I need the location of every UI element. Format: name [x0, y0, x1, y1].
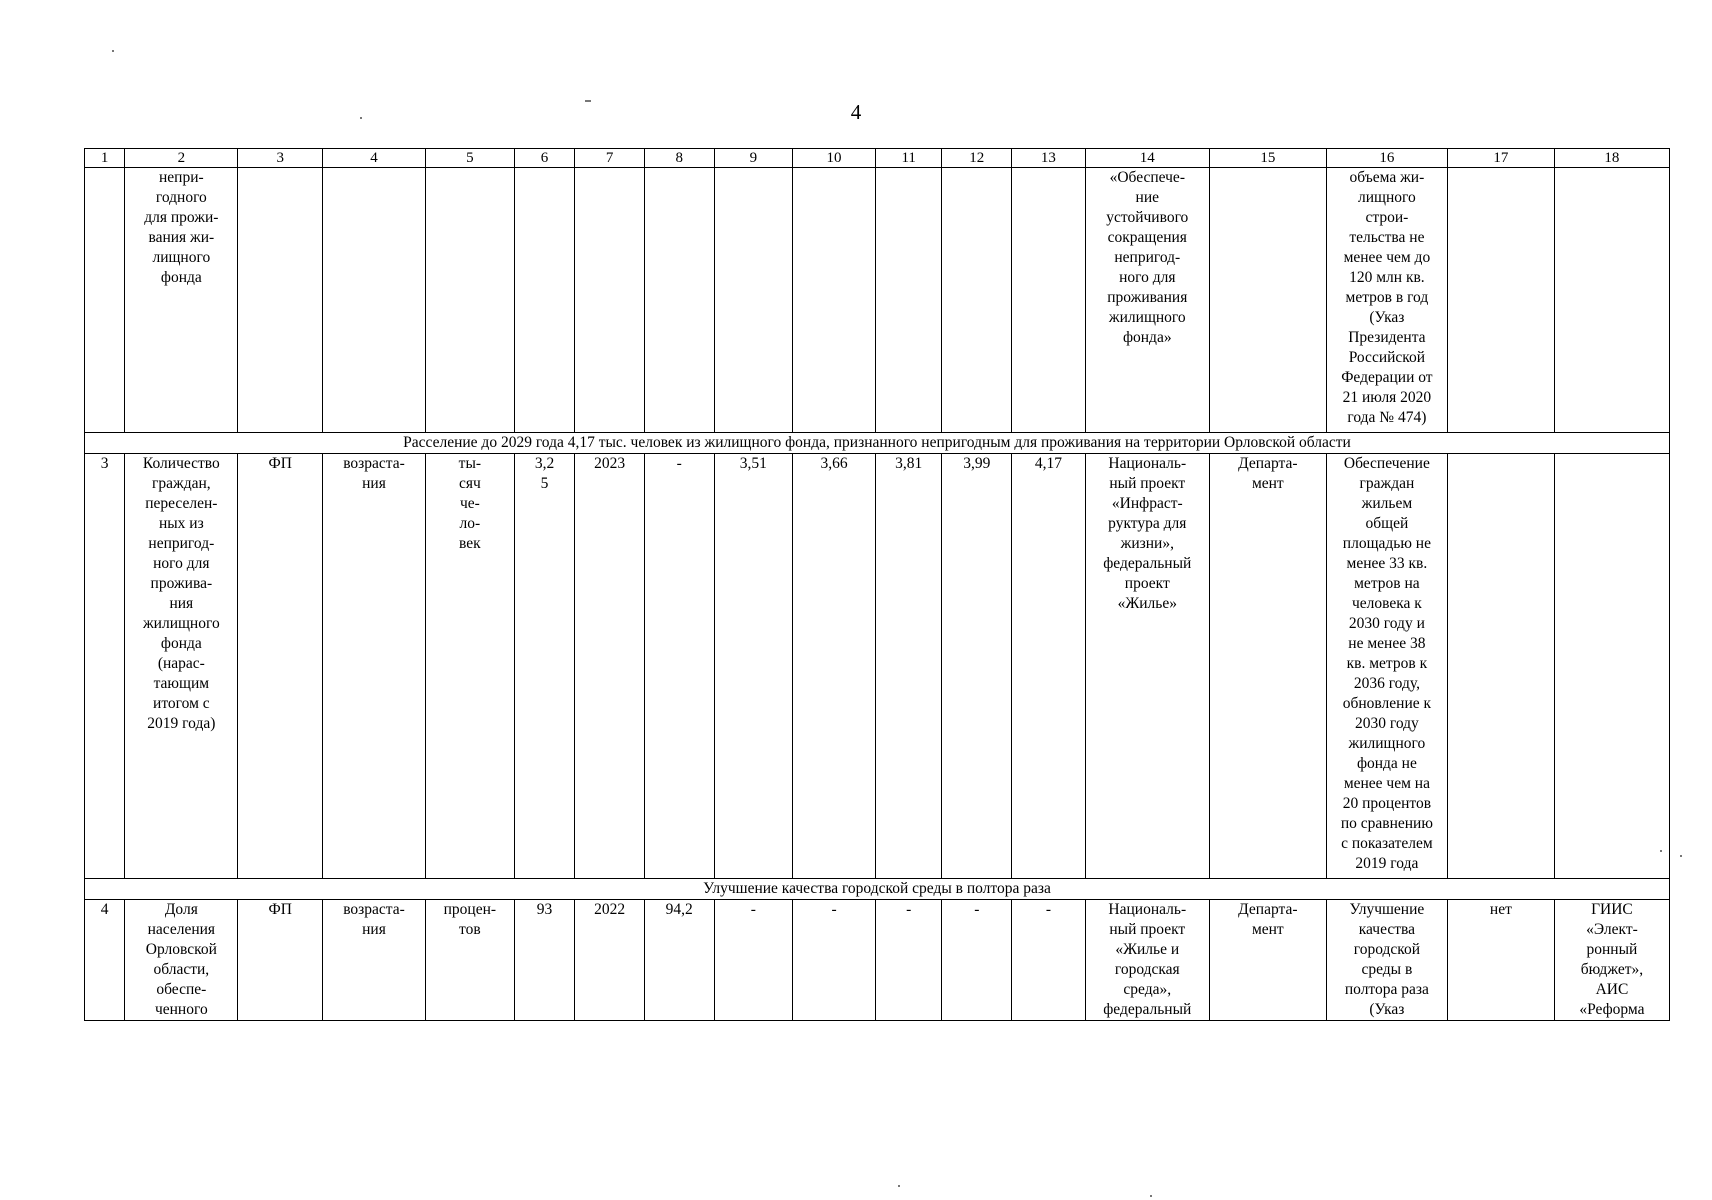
indicator-name-cell: Доля населения Орловской области, обеспе- ченного [125, 900, 238, 1021]
document-cell: Националь- ный проект «Жилье и городская среда», федеральный [1085, 900, 1209, 1021]
page-number: 4 [850, 100, 862, 124]
info-system-cell [1554, 168, 1669, 433]
table-row [85, 900, 1670, 1021]
level-cell: ФП [238, 900, 323, 1021]
section-row [85, 879, 1670, 900]
scan-speck [360, 117, 362, 119]
column-number: 15 [1209, 149, 1326, 168]
document-cell: Националь- ный проект «Инфраст- руктура для жизни», федеральный проект «Жилье» [1085, 454, 1209, 879]
column-number: 8 [644, 149, 714, 168]
column-number: 1 [85, 149, 125, 168]
trend-cell: возраста- ния [323, 454, 426, 879]
scan-speck [1150, 1195, 1152, 1197]
base-year-cell: 2023 [575, 454, 645, 879]
responsible-cell [1209, 168, 1326, 433]
scan-speck [112, 50, 114, 52]
base-value-cell: 3,2 5 [514, 454, 575, 879]
year-value-cell [1012, 168, 1086, 433]
year-value-cell [875, 168, 942, 433]
scan-speck [1680, 855, 1682, 857]
indicator-name-cell: непри- годного для прожи- вания жи- лищного фонда [125, 168, 238, 433]
flag-cell: нет [1447, 900, 1554, 1021]
unit-cell: ты- сяч че- ло- век [425, 454, 514, 879]
column-number: 5 [425, 149, 514, 168]
column-number: 12 [942, 149, 1012, 168]
column-number-row [85, 149, 1670, 168]
row-number-cell [85, 168, 125, 433]
flag-cell [1447, 454, 1554, 879]
year-value-cell: 3,81 [875, 454, 942, 879]
column-number: 2 [125, 149, 238, 168]
flag-cell [1447, 168, 1554, 433]
year-value-cell: 3,99 [942, 454, 1012, 879]
unit-cell: процен- тов [425, 900, 514, 1021]
table-row [85, 168, 1670, 433]
column-number: 13 [1012, 149, 1086, 168]
year-value-cell: 3,51 [714, 454, 793, 879]
responsible-cell: Департа- мент [1209, 454, 1326, 879]
column-number: 9 [714, 149, 793, 168]
year-value-cell: 4,17 [1012, 454, 1086, 879]
base-value-cell: 93 [514, 900, 575, 1021]
base-value-cell [514, 168, 575, 433]
trend-cell: возраста- ния [323, 900, 426, 1021]
year-value-cell [793, 168, 876, 433]
goal-link-cell: Улучшение качества городской среды в полтора раза (Указ [1326, 900, 1447, 1021]
scan-speck [1660, 850, 1662, 852]
info-system-cell [1554, 454, 1669, 879]
column-number: 10 [793, 149, 876, 168]
base-year-cell [575, 168, 645, 433]
table-row [85, 454, 1670, 879]
section-row [85, 433, 1670, 454]
year-value-cell: 3,66 [793, 454, 876, 879]
year-value-cell: - [793, 900, 876, 1021]
scan-speck [898, 1185, 900, 1187]
trend-cell [323, 168, 426, 433]
section-title: Улучшение качества городской среды в полтора раза [85, 879, 1670, 900]
indicator-name-cell: Количество граждан, переселен- ных из непригод- ного для прожива- ния жилищного фонда (нарас- тающим итогом с 2019 года) [125, 454, 238, 879]
year-value-cell: 94,2 [644, 900, 714, 1021]
column-number: 4 [323, 149, 426, 168]
year-value-cell [714, 168, 793, 433]
column-number: 18 [1554, 149, 1669, 168]
base-year-cell: 2022 [575, 900, 645, 1021]
column-number: 6 [514, 149, 575, 168]
column-number: 7 [575, 149, 645, 168]
row-number-cell: 3 [85, 454, 125, 879]
year-value-cell: - [942, 900, 1012, 1021]
indicators-table [84, 148, 1670, 1021]
year-value-cell: - [875, 900, 942, 1021]
row-number-cell: 4 [85, 900, 125, 1021]
section-title: Расселение до 2029 года 4,17 тыс. человек из жилищного фонда, признанного непригодным для проживания на территории Орловской области [85, 433, 1670, 454]
info-system-cell: ГИИС «Элект- ронный бюджет», АИС «Реформа [1554, 900, 1669, 1021]
year-value-cell: - [644, 454, 714, 879]
responsible-cell: Департа- мент [1209, 900, 1326, 1021]
goal-link-cell: объема жи- лищного строи- тельства не менее чем до 120 млн кв. метров в год (Указ Президента Российской Федерации от 21 июля 2020 года № 474) [1326, 168, 1447, 433]
column-number: 14 [1085, 149, 1209, 168]
year-value-cell [644, 168, 714, 433]
year-value-cell: - [714, 900, 793, 1021]
year-value-cell [942, 168, 1012, 433]
document-cell: «Обеспече- ние устойчивого сокращения непригод- ного для проживания жилищного фонда» [1085, 168, 1209, 433]
goal-link-cell: Обеспечение граждан жильем общей площадью не менее 33 кв. метров на человека к 2030 году и не менее 38 кв. метров к 2036 году, обновление к 2030 году жилищного фонда не менее чем на 20 процентов по сравнению с показателем 2019 года [1326, 454, 1447, 879]
unit-cell [425, 168, 514, 433]
column-number: 3 [238, 149, 323, 168]
column-number: 11 [875, 149, 942, 168]
column-number: 16 [1326, 149, 1447, 168]
level-cell: ФП [238, 454, 323, 879]
scan-speck [585, 100, 591, 102]
level-cell [238, 168, 323, 433]
year-value-cell: - [1012, 900, 1086, 1021]
column-number: 17 [1447, 149, 1554, 168]
